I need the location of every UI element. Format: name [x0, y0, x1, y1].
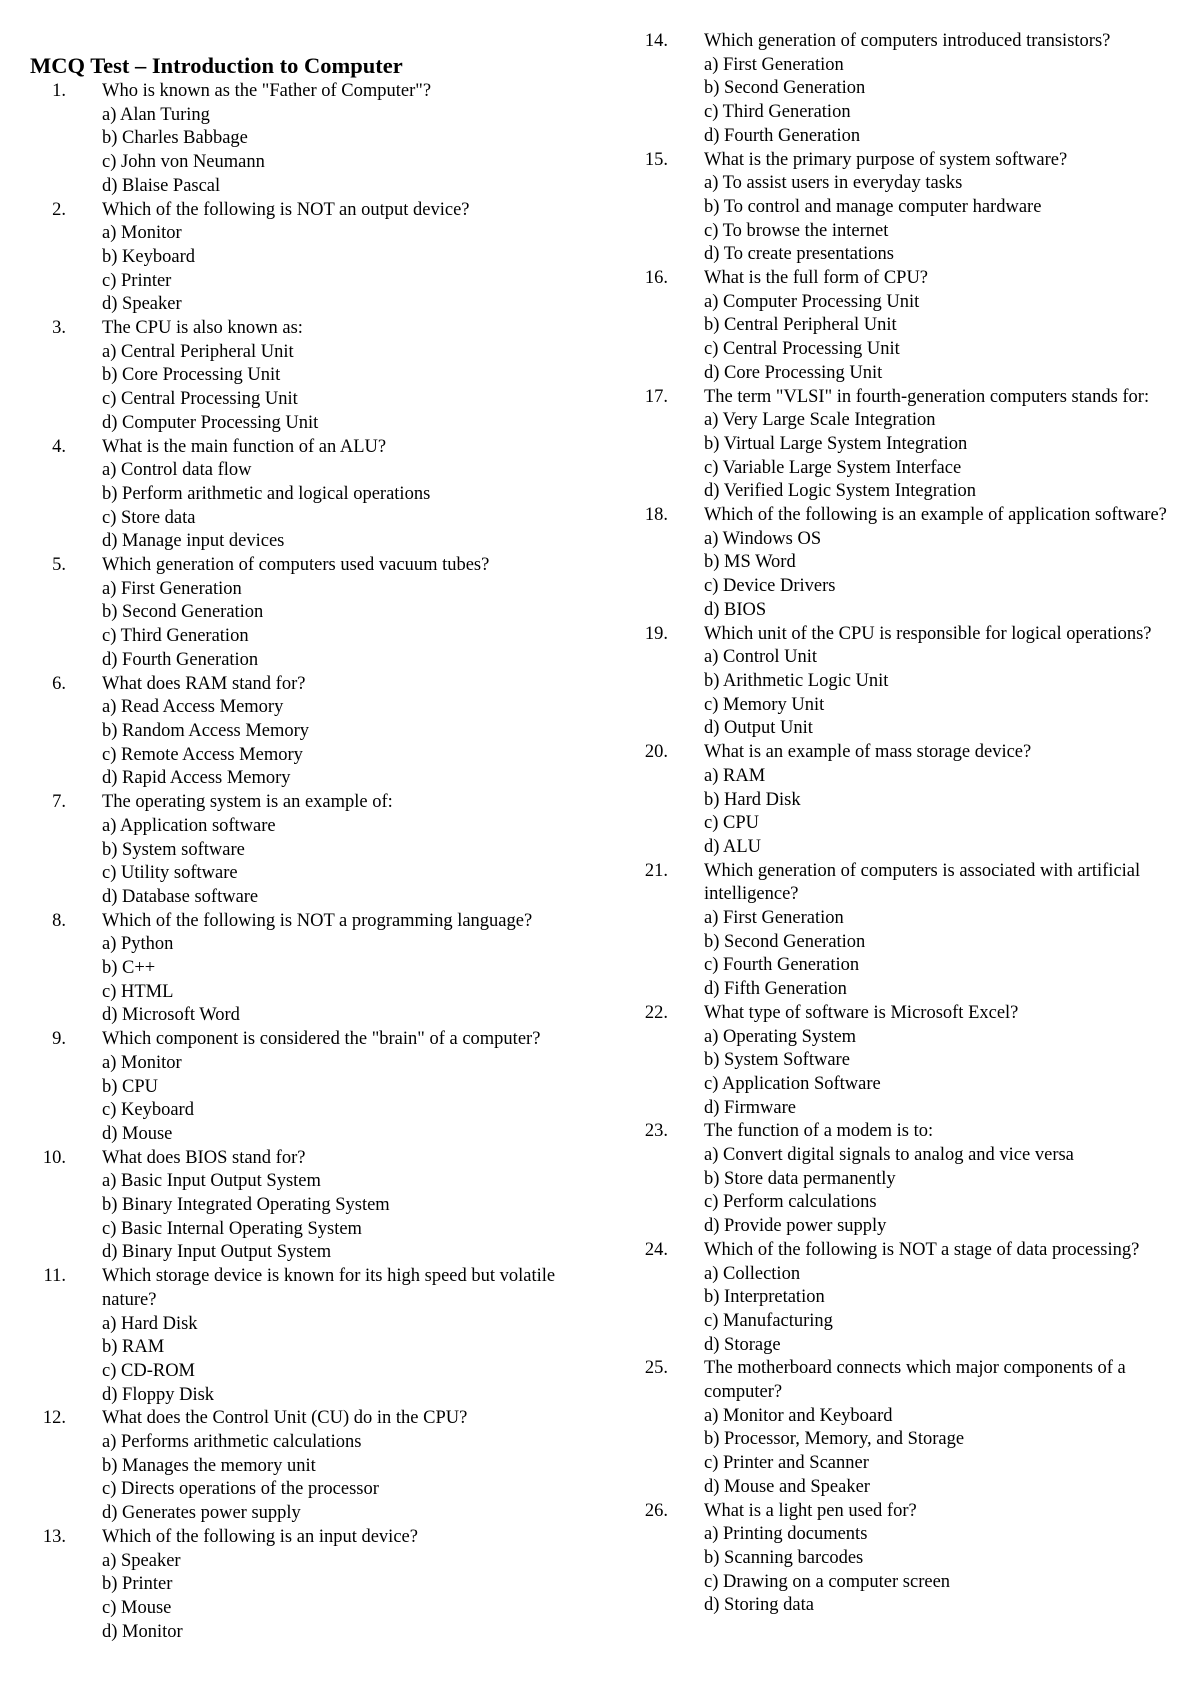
answer-option: d) Blaise Pascal	[102, 175, 221, 196]
answer-option: d) Rapid Access Memory	[102, 768, 291, 789]
question-body	[30, 1526, 610, 1645]
answer-option: c) Basic Internal Operating System	[102, 1218, 362, 1239]
question-item	[632, 386, 1197, 505]
question-body	[30, 1265, 610, 1407]
answer-option: b) Core Processing Unit	[102, 365, 281, 386]
answer-option: a) Control data flow	[102, 460, 252, 481]
question-item	[632, 504, 1197, 623]
question-text: What does BIOS stand for?	[102, 1147, 306, 1168]
question-text: Which of the following is an input device?	[102, 1526, 418, 1547]
answer-option: d) Binary Input Output System	[102, 1242, 332, 1263]
answer-option: b) Virtual Large System Integration	[704, 433, 968, 454]
answer-option: c) Manufacturing	[704, 1310, 833, 1331]
question-body	[632, 1500, 1197, 1619]
question-text: What type of software is Microsoft Excel?	[704, 1002, 1019, 1023]
question-item	[30, 80, 610, 199]
answer-option: b) Perform arithmetic and logical operations	[102, 483, 431, 504]
question-body	[632, 860, 1197, 1002]
question-item	[30, 317, 610, 436]
question-body	[632, 149, 1197, 268]
answer-option: b) Scanning barcodes	[704, 1548, 864, 1568]
answer-option: c) Drawing on a computer screen	[704, 1571, 951, 1592]
question-number: 12.	[42, 1408, 66, 1429]
answer-option: d) To create presentations	[704, 244, 894, 265]
question-item	[30, 436, 610, 555]
question-body	[30, 791, 610, 910]
question-item	[632, 1500, 1197, 1619]
answer-option: b) Second Generation	[704, 931, 866, 952]
answer-option: a) Python	[102, 934, 174, 955]
answer-option: d) Generates power supply	[102, 1503, 301, 1524]
answer-option: c) Keyboard	[102, 1100, 194, 1121]
question-text: Which storage device is known for its high speed but volatile nature?	[102, 1266, 556, 1310]
answer-option: a) Central Peripheral Unit	[102, 341, 294, 362]
question-number: 6.	[52, 673, 66, 694]
answer-option: a) First Generation	[704, 54, 844, 75]
answer-option: b) CPU	[102, 1076, 159, 1097]
question-number: 10.	[42, 1147, 66, 1168]
question-number: 20.	[644, 742, 668, 763]
question-item	[632, 267, 1197, 386]
answer-option: b) System software	[102, 839, 245, 860]
answer-option: a) Operating System	[704, 1026, 857, 1047]
question-item	[30, 910, 610, 1029]
answer-option: c) John von Neumann	[102, 152, 265, 173]
question-number: 18.	[644, 505, 668, 526]
answer-option: d) BIOS	[704, 599, 767, 620]
answer-option: d) Output Unit	[704, 718, 813, 739]
answer-option: d) Core Processing Unit	[704, 362, 883, 383]
answer-option: b) Hard Disk	[704, 789, 801, 810]
question-text: Which generation of computers introduced transistors?	[704, 31, 1111, 51]
question-text: Which generation of computers is associated with artificial intelligence?	[704, 860, 1141, 905]
answer-option: a) Performs arithmetic calculations	[102, 1432, 362, 1453]
question-item	[632, 1239, 1197, 1358]
question-body	[30, 910, 610, 1029]
answer-option: b) Keyboard	[102, 246, 195, 267]
question-text: What does the Control Unit (CU) do in the CPU?	[102, 1408, 468, 1429]
question-number: 9.	[52, 1029, 66, 1050]
answer-option: c) Mouse	[102, 1598, 172, 1618]
question-body	[30, 199, 610, 318]
question-item	[30, 673, 610, 792]
answer-option: c) Central Processing Unit	[704, 339, 900, 360]
question-body	[632, 741, 1197, 860]
answer-option: a) Computer Processing Unit	[704, 291, 920, 312]
question-item	[30, 1407, 610, 1526]
question-body	[30, 1028, 610, 1147]
question-number: 11.	[43, 1266, 66, 1287]
answer-option: b) System Software	[704, 1050, 850, 1071]
answer-option: a) First Generation	[704, 908, 844, 929]
question-item	[30, 199, 610, 318]
question-item	[30, 791, 610, 910]
answer-option: a) RAM	[704, 765, 766, 786]
answer-option: d) Fourth Generation	[102, 649, 259, 670]
question-body	[30, 80, 610, 199]
question-body	[30, 673, 610, 792]
question-item	[632, 1002, 1197, 1121]
question-number: 22.	[644, 1002, 668, 1023]
answer-option: a) Convert digital signals to analog and vice versa	[704, 1145, 1074, 1166]
question-body	[632, 30, 1197, 149]
question-text: Which generation of computers used vacuum tubes?	[102, 555, 490, 576]
answer-option: c) Printer and Scanner	[704, 1453, 869, 1474]
question-number: 23.	[644, 1121, 668, 1142]
answer-option: d) Verified Logic System Integration	[704, 481, 976, 502]
question-item	[30, 554, 610, 673]
question-body	[632, 1357, 1197, 1499]
question-number: 19.	[644, 623, 668, 644]
question-item	[30, 1526, 610, 1645]
question-body	[30, 1407, 610, 1526]
answer-option: c) CPU	[704, 813, 759, 834]
answer-option: d) Storage	[704, 1334, 781, 1355]
answer-option: b) Printer	[102, 1574, 173, 1595]
answer-option: c) Central Processing Unit	[102, 389, 298, 410]
question-number: 13.	[42, 1526, 66, 1547]
answer-option: a) To assist users in everyday tasks	[704, 173, 963, 194]
answer-option: c) Store data	[102, 507, 196, 528]
question-text: Which unit of the CPU is responsible for logical operations?	[704, 623, 1152, 644]
question-body	[632, 504, 1197, 623]
answer-option: b) RAM	[102, 1337, 165, 1358]
question-number: 26.	[644, 1500, 668, 1521]
answer-option: c) HTML	[102, 981, 174, 1002]
question-body	[30, 554, 610, 673]
question-number: 15.	[644, 149, 668, 170]
question-list-right	[632, 30, 1197, 1618]
question-body	[30, 317, 610, 436]
question-number: 1.	[52, 81, 66, 101]
answer-option: c) Printer	[102, 270, 172, 291]
question-text: The motherboard connects which major components of a computer?	[704, 1358, 1126, 1403]
question-number: 16.	[644, 268, 668, 289]
answer-option: a) Collection	[704, 1263, 801, 1284]
question-item	[632, 1120, 1197, 1239]
question-number: 2.	[52, 199, 66, 220]
question-text: Which of the following is NOT a stage of data processing?	[704, 1239, 1140, 1260]
question-body	[632, 1120, 1197, 1239]
answer-option: d) ALU	[704, 836, 762, 857]
answer-option: a) Speaker	[102, 1550, 181, 1571]
question-body	[30, 436, 610, 555]
answer-option: b) Charles Babbage	[102, 128, 248, 149]
question-number: 7.	[52, 792, 66, 813]
answer-option: a) Hard Disk	[102, 1313, 198, 1334]
question-text: What is the main function of an ALU?	[102, 436, 387, 457]
question-item	[632, 860, 1197, 1002]
question-text: What does RAM stand for?	[102, 673, 306, 694]
question-number: 21.	[644, 860, 668, 881]
answer-option: c) Memory Unit	[704, 694, 825, 715]
question-body	[632, 386, 1197, 505]
question-number: 17.	[644, 386, 668, 407]
question-text: Who is known as the "Father of Computer"?	[102, 81, 432, 101]
question-body	[632, 1239, 1197, 1358]
answer-option: c) Third Generation	[102, 626, 249, 647]
answer-option: b) Manages the memory unit	[102, 1455, 316, 1476]
question-text: What is the primary purpose of system software?	[704, 149, 1068, 170]
question-item	[30, 1028, 610, 1147]
question-item	[632, 1357, 1197, 1499]
answer-option: c) CD-ROM	[102, 1360, 196, 1381]
question-body	[632, 623, 1197, 742]
question-text: The term "VLSI" in fourth-generation computers stands for:	[704, 386, 1150, 407]
question-number: 3.	[52, 318, 66, 339]
answer-option: c) Utility software	[102, 863, 238, 884]
answer-option: a) Control Unit	[704, 647, 818, 668]
question-item	[632, 149, 1197, 268]
answer-option: b) Processor, Memory, and Storage	[704, 1429, 965, 1450]
answer-option: a) Monitor	[102, 223, 182, 244]
question-text: The CPU is also known as:	[102, 318, 303, 339]
answer-option: a) Read Access Memory	[102, 697, 284, 718]
question-number: 4.	[52, 436, 66, 457]
page-title: MCQ Test – Introduction to Computer	[30, 53, 403, 78]
answer-option: b) Second Generation	[102, 602, 264, 623]
answer-option: d) Speaker	[102, 294, 182, 315]
answer-option: a) Monitor	[102, 1052, 182, 1073]
question-text: Which of the following is an example of application software?	[704, 505, 1167, 526]
question-text: Which of the following is NOT an output device?	[102, 199, 470, 220]
question-number: 14.	[644, 31, 668, 51]
question-text: The operating system is an example of:	[102, 792, 393, 813]
answer-option: d) Floppy Disk	[102, 1384, 215, 1405]
answer-option: a) Printing documents	[704, 1524, 868, 1545]
answer-option: b) Random Access Memory	[102, 720, 310, 741]
answer-option: d) Manage input devices	[102, 531, 285, 552]
answer-option: a) Very Large Scale Integration	[704, 410, 936, 431]
question-text: The function of a modem is to:	[704, 1121, 934, 1142]
answer-option: c) Directs operations of the processor	[102, 1479, 379, 1500]
answer-option: a) Monitor and Keyboard	[704, 1405, 893, 1426]
answer-option: d) Fourth Generation	[704, 125, 861, 146]
question-body	[632, 267, 1197, 386]
answer-option: d) Fifth Generation	[704, 979, 847, 1000]
answer-option: a) Application software	[102, 815, 276, 836]
answer-option: c) Application Software	[704, 1073, 881, 1094]
question-text: Which component is considered the "brain" of a computer?	[102, 1029, 541, 1050]
question-item	[30, 1147, 610, 1266]
answer-option: b) Store data permanently	[704, 1168, 896, 1189]
question-item	[632, 741, 1197, 860]
answer-option: d) Mouse and Speaker	[704, 1476, 870, 1497]
answer-option: b) MS Word	[704, 552, 796, 573]
question-body	[632, 1002, 1197, 1121]
answer-option: b) C++	[102, 958, 156, 979]
answer-option: d) Storing data	[704, 1595, 814, 1616]
answer-option: b) Central Peripheral Unit	[704, 315, 897, 336]
answer-option: a) First Generation	[102, 578, 242, 599]
question-number: 25.	[644, 1358, 668, 1379]
question-number: 24.	[644, 1239, 668, 1260]
answer-option: b) To control and manage computer hardware	[704, 196, 1042, 217]
answer-option: d) Database software	[102, 886, 259, 907]
answer-option: a) Windows OS	[704, 528, 822, 549]
question-text: Which of the following is NOT a programming language?	[102, 910, 533, 931]
question-item	[632, 623, 1197, 742]
answer-option: c) Fourth Generation	[704, 955, 860, 976]
answer-option: c) Device Drivers	[704, 576, 836, 597]
answer-option: b) Binary Integrated Operating System	[102, 1195, 390, 1216]
answer-option: c) To browse the internet	[704, 220, 889, 241]
question-text: What is the full form of CPU?	[704, 268, 929, 289]
answer-option: d) Computer Processing Unit	[102, 412, 319, 433]
question-text: What is an example of mass storage device?	[704, 742, 1032, 763]
answer-option: b) Arithmetic Logic Unit	[704, 670, 889, 691]
question-list-left	[30, 80, 610, 1644]
question-body	[30, 1147, 610, 1266]
question-item	[632, 30, 1197, 149]
answer-option: c) Remote Access Memory	[102, 744, 303, 765]
answer-option: a) Basic Input Output System	[102, 1171, 321, 1192]
answer-option: c) Third Generation	[704, 102, 851, 123]
question-item	[30, 1265, 610, 1407]
question-number: 5.	[52, 555, 66, 576]
answer-option: d) Firmware	[704, 1097, 796, 1118]
answer-option: c) Perform calculations	[704, 1192, 877, 1213]
answer-option: d) Mouse	[102, 1123, 173, 1144]
question-text: What is a light pen used for?	[704, 1500, 917, 1521]
answer-option: c) Variable Large System Interface	[704, 457, 962, 478]
answer-option: b) Second Generation	[704, 78, 866, 99]
answer-option: d) Microsoft Word	[102, 1005, 240, 1026]
answer-option: a) Alan Turing	[102, 104, 210, 125]
answer-option: d) Provide power supply	[704, 1216, 887, 1237]
answer-option: b) Interpretation	[704, 1287, 825, 1308]
question-number: 8.	[52, 910, 66, 931]
answer-option: d) Monitor	[102, 1621, 183, 1642]
